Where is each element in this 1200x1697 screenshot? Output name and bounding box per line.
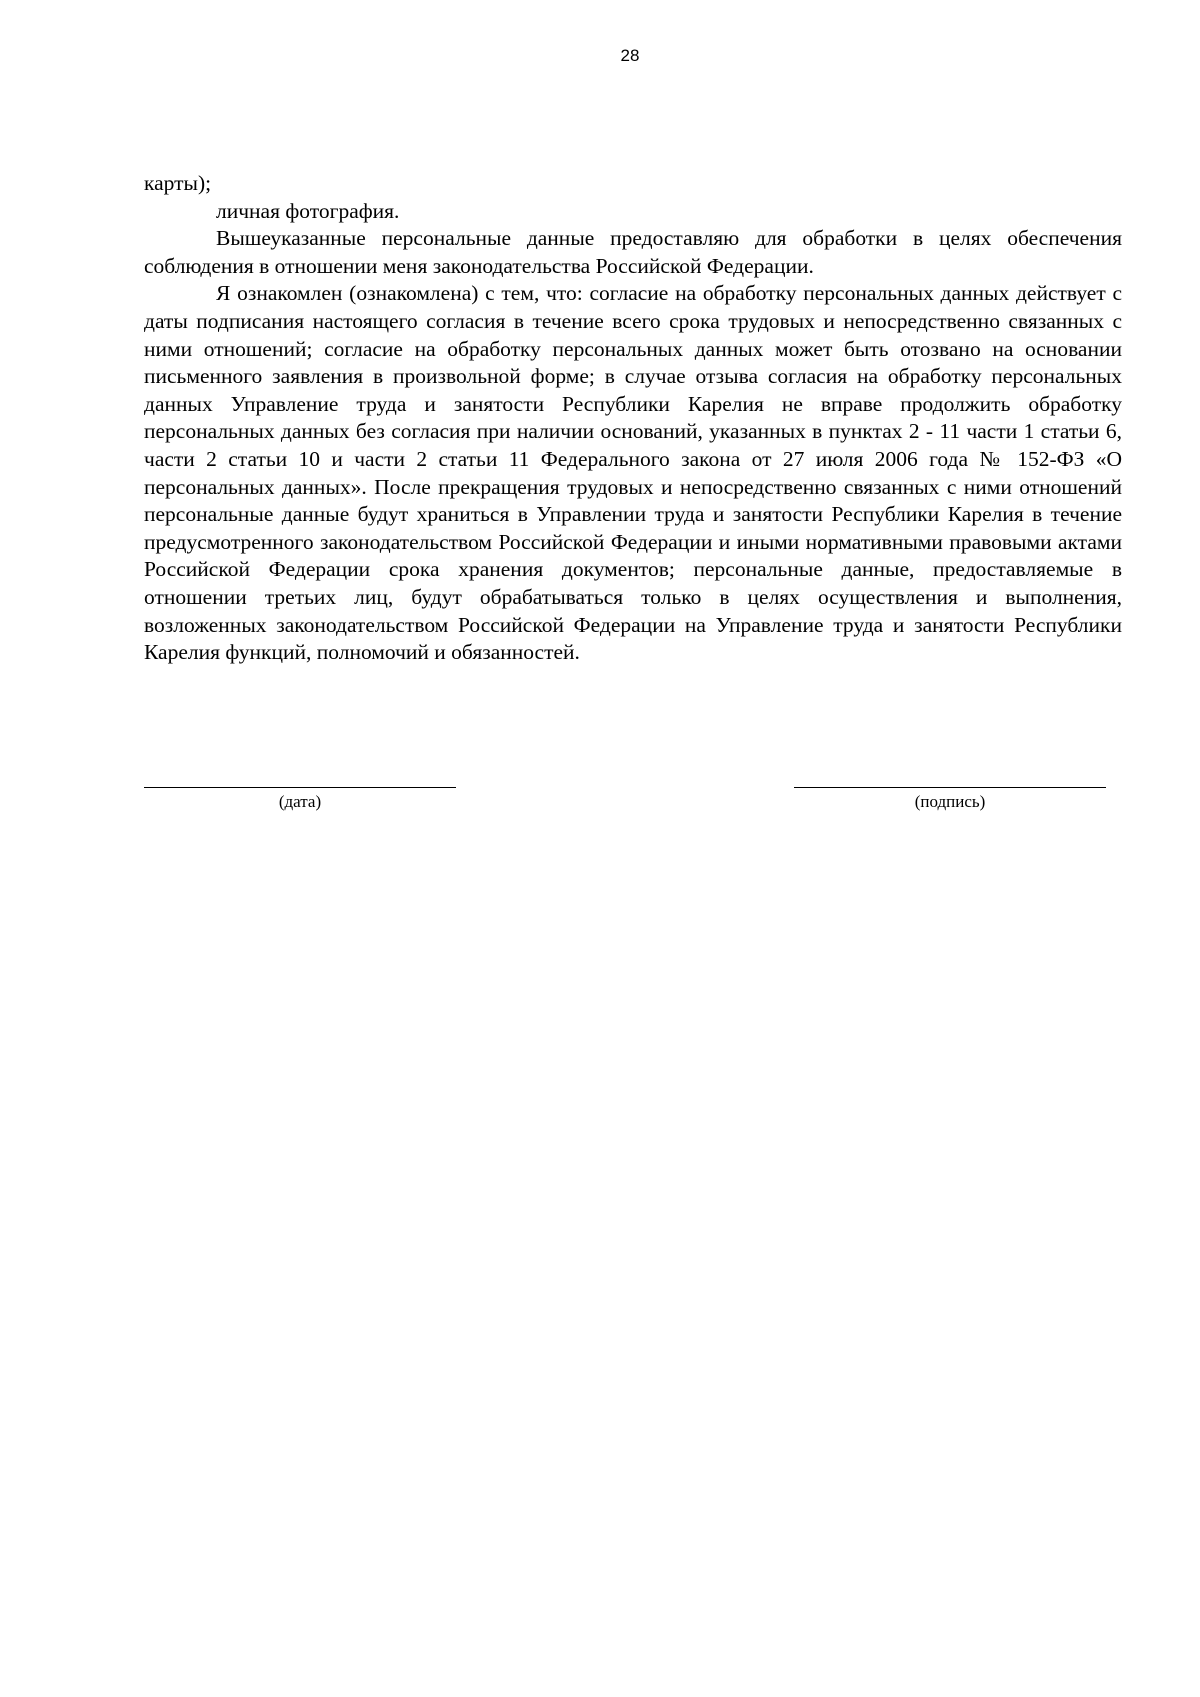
date-field (144, 787, 456, 812)
paragraph-purpose: Вышеуказанные персональные данные предоставляю для обработки в целях обеспечения соблюдения в отношении меня законодательства Российской Федерации. (144, 226, 1122, 278)
page-number: 28 (620, 46, 640, 65)
document-body (144, 170, 1122, 667)
signature-caption: (подпись) (914, 792, 986, 811)
date-line (144, 787, 456, 788)
signature-field (794, 787, 1106, 812)
signature-line (794, 787, 1106, 788)
paragraph-photo: личная фотография. (216, 198, 400, 223)
paragraph-cards-ending: карты); (144, 171, 212, 195)
date-caption: (дата) (278, 792, 322, 811)
paragraph-consent-terms: Я ознакомлен (ознакомлена) с тем, что: согласие на обработку персональных данных действует с даты подписания настоящего согласия в течение всего срока трудовых и непосредственно связанных с ними отношений; согласие на обработку персональных данных может быть отозвано на основании письменного заявления в произвольной форме; в случае отзыва согласия на обработку персональных данных Управление труда и занятости Республики Карелия не вправе продолжить обработку персональных данных без согласия при наличии оснований, указанных в пунктах 2 - 11 части 1 статьи 6, части 2 статьи 10 и части 2 статьи 11 Федерального закона от 27 июля 2006 года № 152-ФЗ «О персональных данных». После прекращения трудовых и непосредственно связанных с ними отношений персональные данные будут храниться в Управлении труда и занятости Республики Карелия в течение предусмотренного законодательством Российской Федерации и иными нормативными правовыми актами Российской Федерации срока хранения документов; персональные данные, предоставляемые в отношении третьих лиц, будут обрабатываться только в целях осуществления и выполнения, возложенных законодательством Российской Федерации на Управление труда и занятости Республики Карелия функций, полномочий и обязанностей. (144, 281, 1122, 665)
